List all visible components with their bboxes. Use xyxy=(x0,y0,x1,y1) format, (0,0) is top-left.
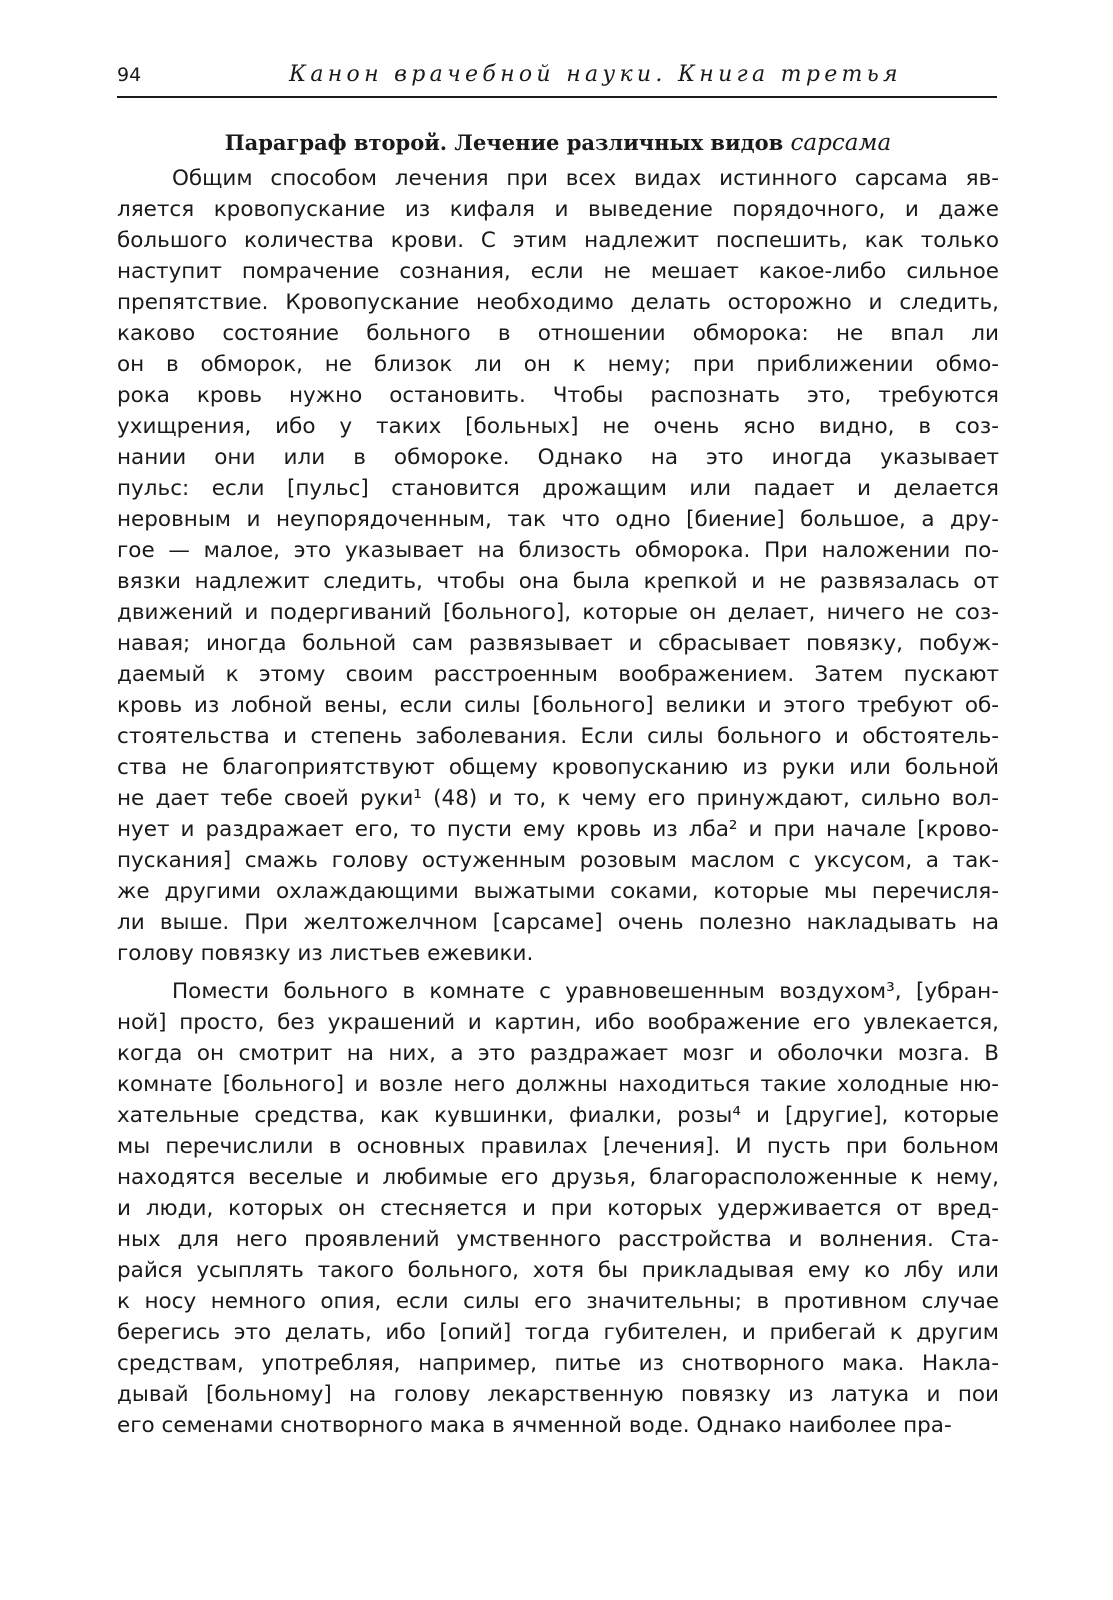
text-line: комнате [больного] и возле него должны находиться такие холодные ню- xyxy=(117,1072,999,1097)
text-line: не дает тебе своей руки¹ (48) и то, к чему его принуждают, сильно вол- xyxy=(117,786,999,811)
text-line: Помести больного в комнате с уравновешенным воздухом³, [убран- xyxy=(172,979,999,1004)
text-line: вязки надлежит следить, чтобы она была крепкой и не развязалась от xyxy=(117,569,999,594)
text-line: стоятельства и степень заболевания. Если силы больного и обстоятель- xyxy=(117,724,999,749)
text-line: дывай [больному] на голову лекарственную повязку из латука и пои xyxy=(117,1382,999,1407)
text-line: находятся веселые и любимые его друзья, благорасположенные к нему, xyxy=(117,1165,999,1190)
text-line: мы перечислили в основных правилах [лечения]. И пусть при больном xyxy=(117,1134,999,1159)
text-line: Общим способом лечения при всех видах истинного сарсама яв- xyxy=(172,166,999,191)
running-title: Канон врачебной науки. Книга третья xyxy=(289,62,902,87)
text-line: нании они или в обмороке. Однако на это иногда указывает xyxy=(117,445,999,470)
text-line: голову повязку из листьев ежевики. xyxy=(117,941,534,966)
text-line: даемый к этому своим расстроенным воображением. Затем пускают xyxy=(117,662,999,687)
text-line: ных для него проявлений умственного расстройства и волнения. Ста- xyxy=(117,1227,999,1252)
text-line: неровным и неупорядоченным, так что одно [биение] большое, а дру- xyxy=(117,507,999,532)
section-heading xyxy=(118,130,998,156)
text-line: гое — малое, это указывает на близость обморока. При наложении по- xyxy=(117,538,999,563)
text-line: средствам, употребляя, например, питье из снотворного мака. Накла- xyxy=(117,1351,999,1376)
text-line: к носу немного опия, если силы его значительны; в противном случае xyxy=(117,1289,999,1314)
body-text xyxy=(117,163,999,1441)
page-number: 94 xyxy=(117,64,142,86)
text-line: каково состояние больного в отношении обморока: не впал ли xyxy=(117,321,999,346)
text-line: большого количества крови. С этим надлежит поспешить, как только xyxy=(117,228,999,253)
text-line: ляется кровопускание из кифаля и выведение порядочного, и даже xyxy=(117,197,999,222)
running-head xyxy=(117,62,997,98)
text-line: движений и подергиваний [больного], которые он делает, ничего не соз- xyxy=(117,600,999,625)
section-heading-text: Параграф второй. Лечение различных видов xyxy=(224,130,784,155)
text-line: ной] просто, без украшений и картин, ибо воображение его увлекается, xyxy=(117,1010,999,1035)
paragraph xyxy=(117,976,999,1441)
text-line: навая; иногда больной сам развязывает и сбрасывает повязку, побуж- xyxy=(117,631,999,656)
text-line: пульс: если [пульс] становится дрожащим или падает и делается xyxy=(117,476,999,501)
text-line: ства не благоприятствуют общему кровопусканию из руки или больной xyxy=(117,755,999,780)
section-heading-italic: сарсама xyxy=(790,130,892,156)
text-line: и люди, которых он стесняется и при которых удерживается от вред- xyxy=(117,1196,999,1221)
text-line: когда он смотрит на них, а это раздражает мозг и оболочки мозга. В xyxy=(117,1041,999,1066)
text-line: наступит помрачение сознания, если не мешает какое-либо сильное xyxy=(117,259,999,284)
text-line: пускания] смажь голову остуженным розовым маслом с уксусом, а так- xyxy=(117,848,999,873)
text-line: хательные средства, как кувшинки, фиалки, розы⁴ и [другие], которые xyxy=(117,1103,999,1128)
text-line: же другими охлаждающими выжатыми соками, которые мы перечисля- xyxy=(117,879,999,904)
text-line: нует и раздражает его, то пусти ему кровь из лба² и при начале [крово- xyxy=(117,817,999,842)
paragraph xyxy=(117,163,999,969)
text-line: кровь из лобной вены, если силы [больного] велики и этого требуют об- xyxy=(117,693,999,718)
text-line: рока кровь нужно остановить. Чтобы распознать это, требуются xyxy=(117,383,999,408)
paragraph-gap xyxy=(117,969,999,976)
text-line: препятствие. Кровопускание необходимо делать осторожно и следить, xyxy=(117,290,999,315)
text-line: берегись это делать, ибо [опий] тогда губителен, и прибегай к другим xyxy=(117,1320,999,1345)
text-line: ли выше. При желтожелчном [сарсаме] очень полезно накладывать на xyxy=(117,910,999,935)
text-line: его семенами снотворного мака в ячменной воде. Однако наиболее пра- xyxy=(117,1413,952,1438)
text-line: он в обморок, не близок ли он к нему; при приближении обмо- xyxy=(117,352,999,377)
text-line: райся усыплять такого больного, хотя бы прикладывая ему ко лбу или xyxy=(117,1258,999,1283)
text-line: ухищрения, ибо у таких [больных] не очень ясно видно, в соз- xyxy=(117,414,999,439)
